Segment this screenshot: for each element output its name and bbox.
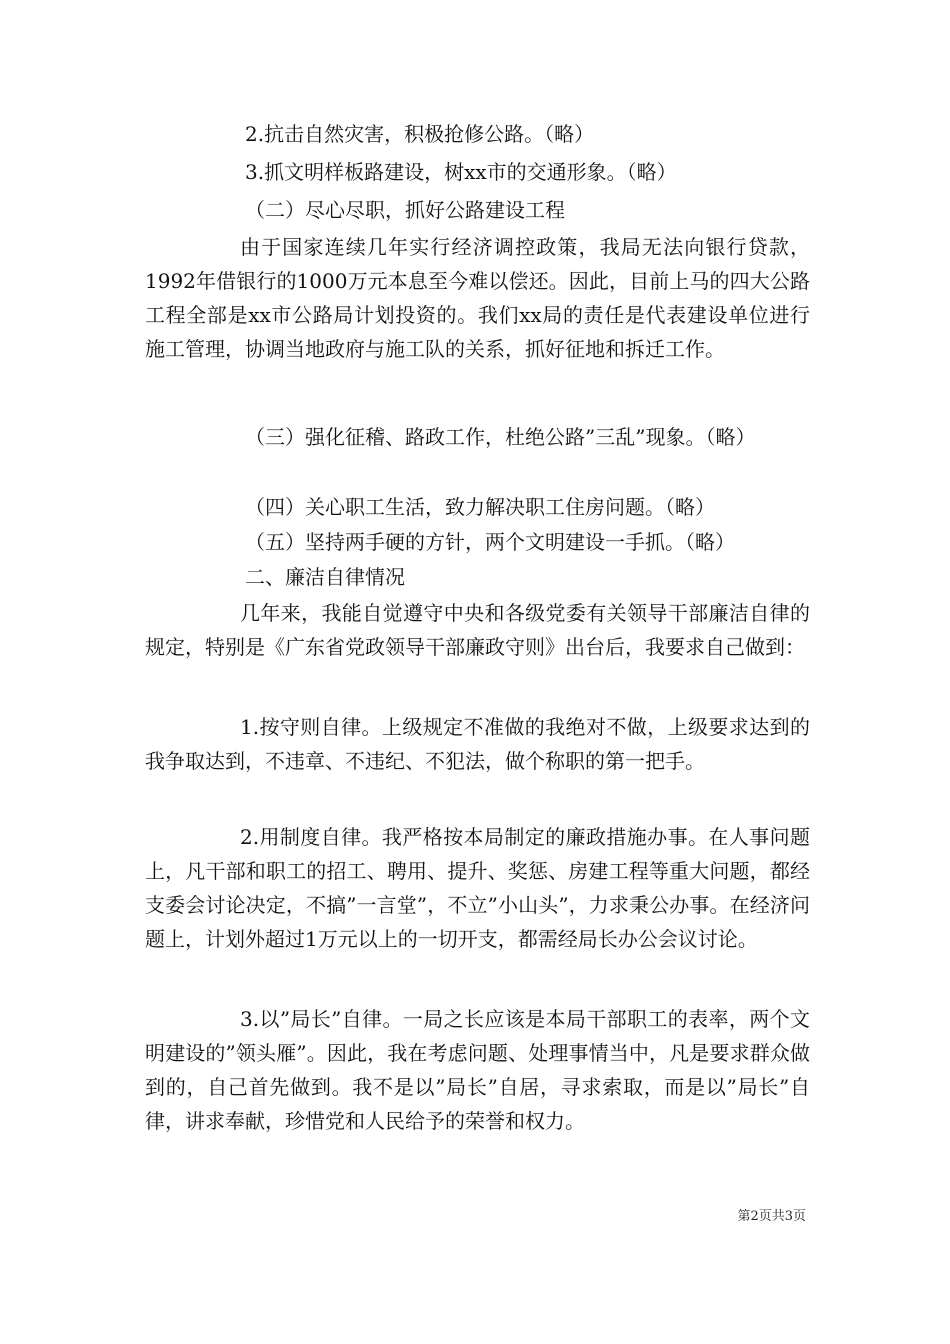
paragraph-item-2: 2.抗击自然灾害，积极抢修公路。（略） (245, 122, 595, 146)
section-heading-4: （四）关心职工生活，致力解决职工住房问题。（略） (245, 495, 715, 519)
chapter-heading-integrity: 二、廉洁自律情况 (245, 565, 405, 589)
paragraph-road-construction: 由于国家连续几年实行经济调控政策，我局无法向银行贷款，1992年借银行的1000万元本息至今难以偿还。因此，目前上马的四大公路工程全部是xx市公路局计划投资的。我们xx局的责任是代表建设单位进行施工管理，协调当地政府与施工队的关系，抓好征地和拆迁工作。 (145, 235, 810, 361)
paragraph-integrity-intro: 几年来，我能自觉遵守中央和各级党委有关领导干部廉洁自律的规定，特别是《广东省党政领导干部廉政守则》出台后，我要求自己做到： (145, 601, 810, 659)
paragraph-rule-2: 2.用制度自律。我严格按本局制定的廉政措施办事。在人事问题上，凡干部和职工的招工、聘用、提升、奖惩、房建工程等重大问题，都经支委会讨论决定，不搞”一言堂”，不立”小山头”，力求秉公办事。在经济问题上，计划外超过1万元以上的一切开支，都需经局长办公会议讨论。 (145, 825, 810, 951)
section-heading-5: （五）坚持两手硬的方针，两个文明建设一手抓。（略） (245, 530, 735, 554)
section-heading-3: （三）强化征稽、路政工作，杜绝公路”三乱”现象。（略） (245, 425, 756, 449)
page-number-footer: 第2页共3页 (737, 1209, 806, 1224)
paragraph-item-3: 3.抓文明样板路建设，树xx市的交通形象。（略） (245, 160, 677, 184)
section-heading-2: （二）尽心尽职，抓好公路建设工程 (245, 198, 565, 222)
paragraph-rule-3: 3.以”局长”自律。一局之长应该是本局干部职工的表率，两个文明建设的”领头雁”。因此，我在考虑问题、处理事情当中，凡是要求群众做到的，自己首先做到。我不是以”局长”自居，寻求索取，而是以”局长”自律，讲求奉献，珍惜党和人民给予的荣誉和权力。 (145, 1007, 810, 1133)
paragraph-rule-1: 1.按守则自律。上级规定不准做的我绝对不做，上级要求达到的我争取达到，不违章、不违纪、不犯法，做个称职的第一把手。 (145, 715, 810, 773)
